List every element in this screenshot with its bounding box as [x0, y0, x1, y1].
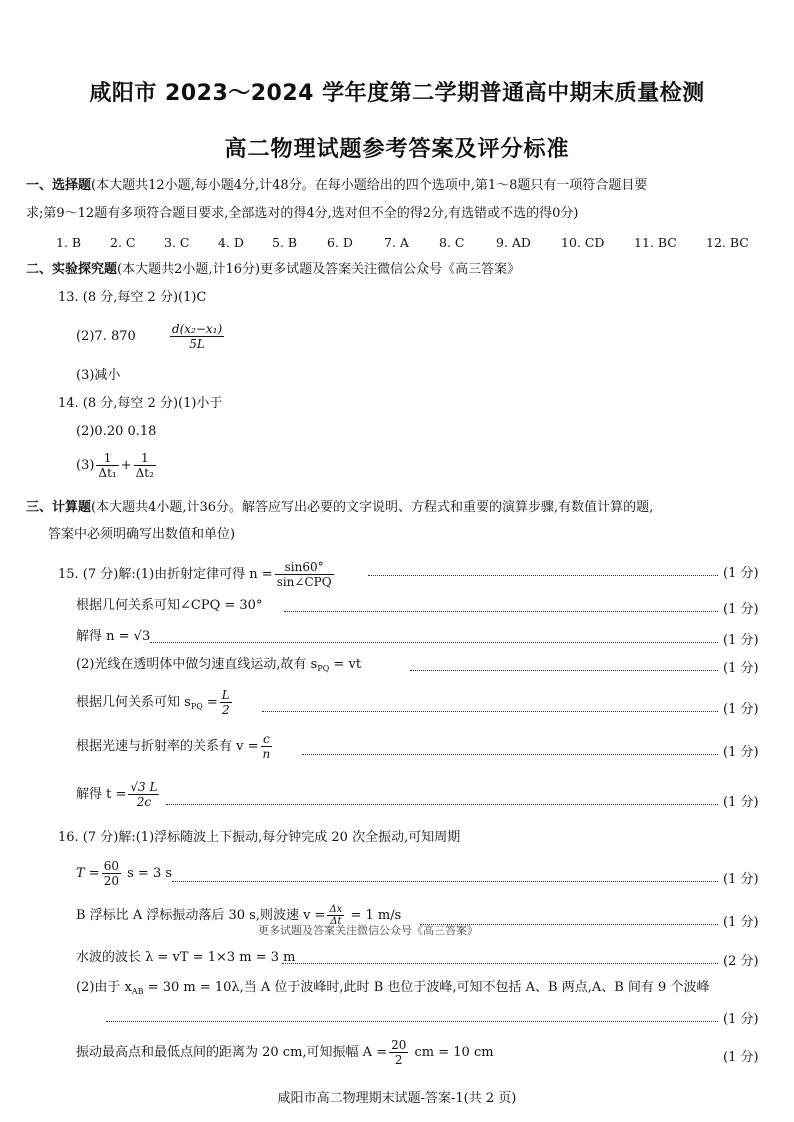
- q15-line3: 解得 n = √3: [76, 629, 151, 644]
- q15-l7-fraction: [128, 780, 159, 809]
- q13-part3: (3)减小: [76, 368, 121, 383]
- dot-leader: [172, 881, 718, 882]
- page-footer: 咸阳市高二物理期末试题-答案-1(共 2 页): [277, 1091, 517, 1106]
- answer-11: 11. BC: [634, 235, 677, 250]
- answer-10: 10. CD: [561, 235, 605, 250]
- q16-l3-num: Δx: [329, 904, 343, 915]
- score-q16-2: (1 分): [723, 915, 759, 930]
- q14-plus: +: [120, 458, 132, 473]
- score-q16-4: (1 分): [723, 1012, 759, 1027]
- section3-heading: 三、计算题: [26, 500, 92, 515]
- q13-part2: [76, 322, 226, 351]
- score-q16-1: (1 分): [723, 872, 759, 887]
- q15-l7-text: 解得 t =: [76, 787, 127, 802]
- score-q15-5: (1 分): [723, 702, 759, 717]
- section3-desc-line1: (本大题共4小题,计36分。解答应写出必要的文字说明、方程式和重要的演算步骤,有数值计算的题,: [91, 500, 654, 515]
- q15-l1-text: 15. (7 分)解:(1)由折射定律可得 n =: [58, 567, 273, 582]
- title-line-2: 高二物理试题参考答案及评分标准: [224, 137, 570, 162]
- q13-part2-label: (2)7. 870: [76, 329, 136, 344]
- q15-l5-eq: =: [202, 695, 218, 710]
- q16-line7: [76, 1038, 494, 1067]
- dot-leader: [262, 711, 718, 712]
- score-q15-2: (1 分): [723, 602, 759, 617]
- q15-line6: [76, 732, 274, 761]
- section1-desc-line2: 求;第9～12题有多项符合题目要求,全部选对的得4分,选对但不全的得2分,有选错或不选的得0分): [26, 206, 579, 221]
- section1-line1: [26, 178, 647, 194]
- q16-l5-sub: AB: [131, 987, 144, 996]
- q15-l4-tail: = vt: [329, 657, 362, 672]
- q16-l5-text: (2)由于 x: [76, 980, 132, 995]
- q15-l7-den: 2c: [136, 795, 152, 809]
- q16-l3-tail: = 1 m/s: [346, 908, 402, 923]
- q15-line1: [58, 560, 336, 589]
- dot-leader: [368, 575, 718, 576]
- q15-l4-sub: PQ: [317, 664, 330, 673]
- q15-l5-sub: PQ: [190, 702, 203, 711]
- answer-6: 6. D: [327, 235, 353, 250]
- q14-part2: (2)0.20 0.18: [76, 424, 157, 439]
- q15-line4: [76, 657, 361, 677]
- q15-l5-fraction: [220, 688, 232, 717]
- section1-heading: 一、选择题: [26, 178, 92, 193]
- q15-line7: [76, 780, 161, 809]
- q14-frac1-den: Δt₁: [98, 466, 117, 480]
- q13-frac-num: d(x₂−x₁): [171, 322, 223, 336]
- q16-line4: 水波的波长 λ = vT = 1×3 m = 3 m: [76, 950, 296, 965]
- q15-l6-den: n: [262, 747, 271, 761]
- score-q15-1: (1 分): [723, 566, 759, 581]
- q15-line2: 根据几何关系可知∠CPQ = 30°: [76, 598, 263, 613]
- title-line-1: 咸阳市 2023～2024 学年度第二学期普通高中期末质量检测: [89, 81, 705, 106]
- q15-l6-num: c: [261, 732, 273, 747]
- dot-leader: [284, 611, 718, 612]
- q15-l6-fraction: [261, 732, 273, 761]
- answer-3: 3. C: [164, 235, 190, 250]
- dot-leader: [410, 670, 718, 671]
- q16-l7-text: 振动最高点和最低点间的距离为 20 cm,可知振幅 A =: [76, 1045, 388, 1060]
- answer-12: 12. BC: [706, 235, 749, 250]
- q16-l7-num: 20: [391, 1038, 407, 1052]
- score-q15-3: (1 分): [723, 633, 759, 648]
- dot-leader: [166, 804, 718, 805]
- section2-heading: 二、实验探究题: [26, 262, 118, 277]
- answer-4: 4. D: [218, 235, 244, 250]
- q14-frac2-num: 1: [134, 451, 156, 466]
- section3-line1: [26, 500, 653, 516]
- q15-l6-text: 根据光速与折射率的关系有 v =: [76, 739, 259, 754]
- q14-frac1-num: 1: [96, 451, 118, 466]
- q16-line5: [76, 980, 709, 1000]
- q15-l5-num: L: [221, 688, 230, 702]
- q15-l4-text: (2)光线在透明体中做匀速直线运动,故有 s: [76, 657, 318, 672]
- q15-l1-fraction: [275, 560, 334, 589]
- q15-line5: [76, 688, 234, 717]
- q16-l2-tail: s = 3 s: [122, 866, 173, 881]
- score-q16-5: (1 分): [723, 1050, 759, 1065]
- dot-leader: [282, 963, 718, 964]
- score-q15-6: (1 分): [723, 745, 759, 760]
- answer-1: 1. B: [56, 235, 82, 250]
- q15-l5-den: 2: [221, 703, 230, 717]
- answer-7: 7. A: [384, 235, 409, 250]
- watermark-text: 更多试题及答案关注微信公众号《高三答案》: [258, 924, 478, 937]
- answer-2: 2. C: [110, 235, 136, 250]
- q15-l1-den: sin∠CPQ: [276, 575, 332, 589]
- q13-fraction: [170, 322, 224, 351]
- q16-l7-tail: cm = 10 cm: [410, 1045, 494, 1060]
- q16-l3-text: B 浮标比 A 浮标振动落后 30 s,则波速 v =: [76, 908, 326, 923]
- section1-desc-line1: (本大题共12小题,每小题4分,计48分。在每小题给出的四个选项中,第1～8题只有一项符合题目要: [91, 178, 648, 193]
- q16-l7-den: 2: [394, 1053, 403, 1067]
- q14-fraction-1: [96, 451, 118, 480]
- q16-line2: [76, 859, 172, 888]
- q16-l2-fraction: [102, 859, 121, 888]
- q16-l2-pre: T =: [76, 866, 100, 881]
- q15-l7-num: √3 L: [130, 780, 158, 794]
- q14-fraction-2: [134, 451, 156, 480]
- section2-line: [26, 262, 520, 278]
- answer-5: 5. B: [272, 235, 298, 250]
- score-q15-7: (1 分): [723, 795, 759, 810]
- q13-line1: 13. (8 分,每空 2 分)(1)C: [58, 290, 207, 305]
- q16-line1: 16. (7 分)解:(1)浮标随波上下振动,每分钟完成 20 次全振动,可知周期: [58, 830, 461, 845]
- q13-frac-den: 5L: [189, 337, 205, 351]
- q14-frac2-den: Δt₂: [135, 466, 154, 480]
- q16-l2-num: 60: [103, 859, 119, 873]
- answer-9: 9. AD: [496, 235, 531, 250]
- dot-leader: [302, 754, 718, 755]
- q14-part3-label: (3): [76, 458, 95, 473]
- q16-l5-tail: = 30 m = 10λ,当 A 位于波峰时,此时 B 也位于波峰,可知不包括 A、B 两点,A、B 间有 9 个波峰: [143, 980, 710, 995]
- q16-l3-den: Δt: [330, 916, 342, 927]
- dot-leader: [106, 1021, 718, 1022]
- section2-desc: (本大题共2小题,计16分)更多试题及答案关注微信公众号《高三答案》: [117, 262, 521, 277]
- q16-l2-den: 20: [103, 874, 119, 888]
- q14-line1: 14. (8 分,每空 2 分)(1)小于: [58, 396, 223, 411]
- score-q16-3: (2 分): [723, 954, 759, 969]
- q16-l7-fraction: [389, 1038, 408, 1067]
- q14-part3: [76, 451, 158, 480]
- dot-leader: [150, 642, 718, 643]
- score-q15-4: (1 分): [723, 661, 759, 676]
- q15-l5-text: 根据几何关系可知 s: [76, 695, 191, 710]
- section3-desc-line2: 答案中必须明确写出数值和单位): [48, 527, 236, 542]
- answer-8: 8. C: [439, 235, 465, 250]
- q15-l1-num: sin60°: [275, 560, 334, 575]
